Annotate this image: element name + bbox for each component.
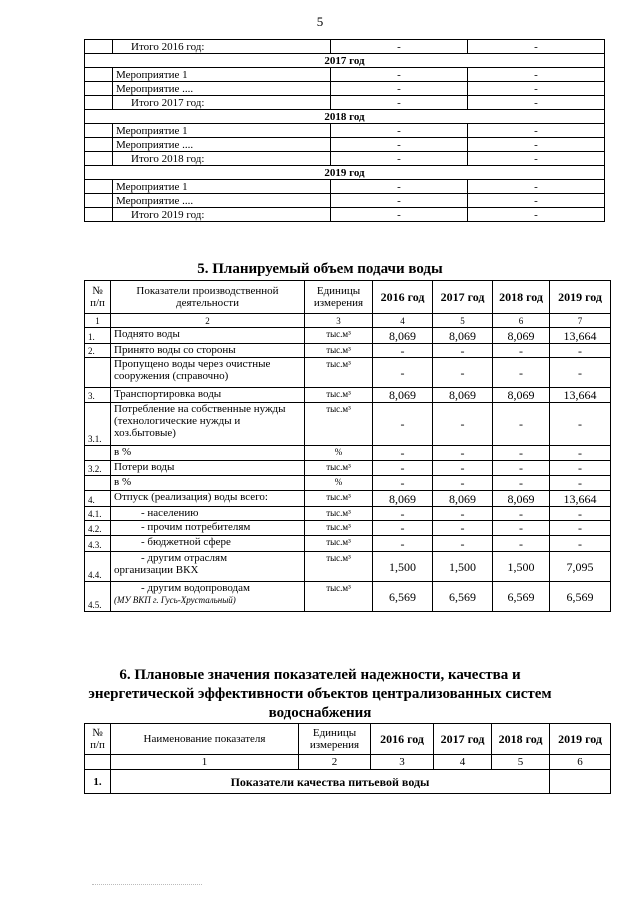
column-number: 4 bbox=[434, 755, 492, 770]
table-row bbox=[85, 96, 605, 110]
value-cell: - bbox=[550, 461, 611, 476]
table-row bbox=[85, 124, 605, 138]
value-cell: - bbox=[331, 152, 468, 166]
column-number: 4 bbox=[373, 314, 433, 328]
value-cell: - bbox=[493, 476, 550, 491]
label-text: Принято воды со стороны bbox=[114, 344, 236, 356]
table-row bbox=[85, 138, 605, 152]
column-number: 3 bbox=[305, 314, 373, 328]
table-row bbox=[85, 536, 611, 552]
column-header: 2017 год bbox=[433, 281, 493, 314]
value-cell: - bbox=[493, 521, 550, 536]
value-cell: 1,500 bbox=[373, 552, 433, 582]
table-row bbox=[85, 507, 611, 521]
column-number-row bbox=[85, 755, 611, 770]
label-text: Отпуск (реализация) воды всего: bbox=[114, 491, 268, 503]
section6-title-line: 6. Плановые значения показателей надежности, качества и bbox=[119, 667, 521, 683]
column-header: 2019 год bbox=[550, 281, 611, 314]
column-header: № п/п bbox=[85, 281, 111, 314]
value-cell: - bbox=[373, 521, 433, 536]
table-row bbox=[85, 358, 611, 388]
label-text: - другим водопроводам bbox=[141, 582, 251, 594]
value-cell: 7,095 bbox=[550, 552, 611, 582]
label-text: Потери воды bbox=[114, 461, 175, 473]
num-cell bbox=[85, 138, 113, 152]
label-text: Потребление на собственные нужды (технологические нужды и хоз.бытовые) bbox=[114, 403, 286, 439]
value-cell: 8,069 bbox=[493, 328, 550, 344]
num-cell bbox=[85, 208, 113, 222]
value-cell: 6,569 bbox=[550, 582, 611, 612]
value-cell: - bbox=[493, 344, 550, 358]
row-number bbox=[85, 358, 111, 388]
value-cell: 13,664 bbox=[550, 491, 611, 507]
indicator-label bbox=[111, 521, 305, 536]
footer-mark bbox=[92, 884, 202, 885]
value-cell: - bbox=[468, 68, 605, 82]
column-header: 2016 год bbox=[371, 724, 434, 755]
value-cell: - bbox=[433, 358, 493, 388]
value-cell: - bbox=[331, 194, 468, 208]
value-cell: - bbox=[331, 68, 468, 82]
table-row bbox=[85, 388, 611, 403]
measure-label: Мероприятие .... bbox=[113, 194, 331, 208]
value-cell: 8,069 bbox=[373, 388, 433, 403]
value-cell: - bbox=[468, 40, 605, 54]
row-number: 3.1. bbox=[85, 403, 111, 446]
year-label: 2019 год bbox=[85, 166, 605, 180]
table-row bbox=[85, 476, 611, 491]
value-cell: - bbox=[331, 124, 468, 138]
column-number: 7 bbox=[550, 314, 611, 328]
table-row bbox=[85, 68, 605, 82]
label-text: - другим отраслям bbox=[141, 552, 228, 564]
column-number: 5 bbox=[492, 755, 550, 770]
indicator-label bbox=[111, 403, 305, 446]
column-header: Показатели производственной деятельности bbox=[111, 281, 305, 314]
table-row bbox=[85, 208, 605, 222]
row-number: 4.2. bbox=[85, 521, 111, 536]
value-cell: 6,569 bbox=[433, 582, 493, 612]
table-row bbox=[85, 552, 611, 582]
column-header: 2018 год bbox=[492, 724, 550, 755]
label-text: в % bbox=[114, 476, 132, 488]
indicator-label bbox=[111, 582, 305, 612]
row-number: 4.3. bbox=[85, 536, 111, 552]
row-number: 1. bbox=[85, 328, 111, 344]
column-number: 6 bbox=[550, 755, 611, 770]
value-cell: - bbox=[373, 536, 433, 552]
value-cell: - bbox=[468, 124, 605, 138]
table-cell bbox=[550, 770, 611, 794]
indicator-label bbox=[111, 476, 305, 491]
value-cell: - bbox=[433, 446, 493, 461]
table-row bbox=[85, 194, 605, 208]
value-cell: - bbox=[550, 344, 611, 358]
column-number: 5 bbox=[433, 314, 493, 328]
value-cell: - bbox=[373, 344, 433, 358]
value-cell: - bbox=[550, 476, 611, 491]
value-cell: - bbox=[550, 536, 611, 552]
section5-title: 5. Планируемый объем подачи воды bbox=[197, 261, 443, 277]
unit-cell: тыс.м³ bbox=[305, 358, 373, 388]
section-row bbox=[85, 770, 611, 794]
page-number: 5 bbox=[316, 14, 324, 29]
value-cell: - bbox=[493, 403, 550, 446]
unit-cell: тыс.м³ bbox=[305, 461, 373, 476]
measure-label: Итого 2017 год: bbox=[113, 96, 331, 110]
value-cell: - bbox=[331, 208, 468, 222]
table-row bbox=[85, 446, 611, 461]
year-header-row bbox=[85, 54, 605, 68]
column-number: 1 bbox=[111, 755, 299, 770]
unit-cell: тыс.м³ bbox=[305, 507, 373, 521]
value-cell: 13,664 bbox=[550, 388, 611, 403]
row-number: 2. bbox=[85, 344, 111, 358]
unit-cell: % bbox=[305, 476, 373, 491]
measure-label: Итого 2016 год: bbox=[113, 40, 331, 54]
indicator-label bbox=[111, 461, 305, 476]
value-cell: - bbox=[468, 194, 605, 208]
num-cell bbox=[85, 96, 113, 110]
year-label: 2017 год bbox=[85, 54, 605, 68]
measure-label: Мероприятие 1 bbox=[113, 68, 331, 82]
num-cell bbox=[85, 40, 113, 54]
num-cell bbox=[85, 124, 113, 138]
value-cell: - bbox=[468, 138, 605, 152]
row-number bbox=[85, 476, 111, 491]
indicator-label bbox=[111, 507, 305, 521]
measures-table bbox=[84, 39, 605, 222]
value-cell: - bbox=[468, 152, 605, 166]
label-text-line2: организации ВКХ bbox=[114, 564, 199, 576]
label-text: Поднято воды bbox=[114, 328, 180, 340]
value-cell: 8,069 bbox=[373, 328, 433, 344]
value-cell: - bbox=[550, 446, 611, 461]
value-cell: - bbox=[373, 476, 433, 491]
table-row bbox=[85, 152, 605, 166]
value-cell: - bbox=[433, 403, 493, 446]
section6-title-line: водоснабжения bbox=[268, 705, 372, 721]
label-text: - прочим потребителям bbox=[141, 521, 251, 533]
row-number: 4. bbox=[85, 491, 111, 507]
measure-label: Мероприятие .... bbox=[113, 82, 331, 96]
value-cell: - bbox=[433, 521, 493, 536]
table-row bbox=[85, 582, 611, 612]
column-header: 2019 год bbox=[550, 724, 611, 755]
num-cell bbox=[85, 180, 113, 194]
value-cell: 6,569 bbox=[493, 582, 550, 612]
table-row bbox=[85, 403, 611, 446]
value-cell: - bbox=[331, 40, 468, 54]
column-number bbox=[85, 755, 111, 770]
value-cell: - bbox=[433, 476, 493, 491]
indicator-label bbox=[111, 358, 305, 388]
indicator-label bbox=[111, 536, 305, 552]
indicator-label bbox=[111, 328, 305, 344]
value-cell: - bbox=[433, 461, 493, 476]
label-text: - населению bbox=[141, 507, 199, 519]
value-cell: 8,069 bbox=[433, 328, 493, 344]
table-row bbox=[85, 491, 611, 507]
unit-cell: тыс.м³ bbox=[305, 521, 373, 536]
indicator-label bbox=[111, 491, 305, 507]
value-cell: - bbox=[550, 521, 611, 536]
column-number: 2 bbox=[111, 314, 305, 328]
column-number: 1 bbox=[85, 314, 111, 328]
value-cell: 8,069 bbox=[373, 491, 433, 507]
value-cell: - bbox=[373, 461, 433, 476]
row-number: 3.2. bbox=[85, 461, 111, 476]
table-row bbox=[85, 82, 605, 96]
indicator-label bbox=[111, 344, 305, 358]
row-number: 4.5. bbox=[85, 582, 111, 612]
indicator-label bbox=[111, 446, 305, 461]
num-cell bbox=[85, 194, 113, 208]
measure-label: Итого 2019 год: bbox=[113, 208, 331, 222]
row-number: 4.4. bbox=[85, 552, 111, 582]
value-cell: - bbox=[373, 358, 433, 388]
value-cell: - bbox=[493, 358, 550, 388]
measure-label: Мероприятие 1 bbox=[113, 180, 331, 194]
column-number: 2 bbox=[299, 755, 371, 770]
value-cell: 8,069 bbox=[433, 491, 493, 507]
year-header-row bbox=[85, 110, 605, 124]
value-cell: - bbox=[550, 358, 611, 388]
value-cell: - bbox=[331, 138, 468, 152]
indicator-label bbox=[111, 388, 305, 403]
header-row bbox=[85, 281, 611, 314]
value-cell: 8,069 bbox=[493, 388, 550, 403]
value-cell: 13,664 bbox=[550, 328, 611, 344]
value-cell: - bbox=[331, 180, 468, 194]
value-cell: - bbox=[373, 446, 433, 461]
table-row bbox=[85, 344, 611, 358]
column-header: 2018 год bbox=[493, 281, 550, 314]
section6-title-line: энергетической эффективности объектов централизованных систем bbox=[88, 686, 552, 702]
label-text: - бюджетной сфере bbox=[141, 536, 231, 548]
label-text: Транспортировка воды bbox=[114, 388, 222, 400]
value-cell: - bbox=[331, 82, 468, 96]
measure-label: Итого 2018 год: bbox=[113, 152, 331, 166]
header-row bbox=[85, 724, 611, 755]
unit-cell: тыс.м³ bbox=[305, 403, 373, 446]
column-number-row bbox=[85, 314, 611, 328]
measure-label: Мероприятие .... bbox=[113, 138, 331, 152]
label-text: Пропущено воды через очистные сооружения (справочно) bbox=[114, 358, 271, 382]
row-number: 1. bbox=[85, 770, 111, 794]
column-header: Единицы измерения bbox=[299, 724, 371, 755]
indicators-table bbox=[84, 723, 611, 794]
value-cell: 1,500 bbox=[493, 552, 550, 582]
value-cell: - bbox=[373, 507, 433, 521]
value-cell: - bbox=[433, 507, 493, 521]
num-cell bbox=[85, 152, 113, 166]
column-header: 2016 год bbox=[373, 281, 433, 314]
table-row bbox=[85, 521, 611, 536]
value-cell: - bbox=[493, 507, 550, 521]
table-row bbox=[85, 180, 605, 194]
value-cell: - bbox=[468, 208, 605, 222]
measure-label: Мероприятие 1 bbox=[113, 124, 331, 138]
unit-cell: тыс.м³ bbox=[305, 344, 373, 358]
num-cell bbox=[85, 82, 113, 96]
column-header: Единицы измерения bbox=[305, 281, 373, 314]
unit-cell: тыс.м³ bbox=[305, 536, 373, 552]
table-row bbox=[85, 461, 611, 476]
value-cell: - bbox=[493, 461, 550, 476]
value-cell: - bbox=[373, 403, 433, 446]
num-cell bbox=[85, 68, 113, 82]
value-cell: - bbox=[493, 536, 550, 552]
value-cell: - bbox=[468, 180, 605, 194]
unit-cell: % bbox=[305, 446, 373, 461]
column-number: 3 bbox=[371, 755, 434, 770]
unit-cell: тыс.м³ bbox=[305, 552, 373, 582]
row-number: 4.1. bbox=[85, 507, 111, 521]
table-row bbox=[85, 328, 611, 344]
year-header-row bbox=[85, 166, 605, 180]
value-cell: - bbox=[331, 96, 468, 110]
column-header: 2017 год bbox=[434, 724, 492, 755]
value-cell: - bbox=[550, 403, 611, 446]
row-number: 3. bbox=[85, 388, 111, 403]
unit-cell: тыс.м³ bbox=[305, 328, 373, 344]
indicator-label bbox=[111, 552, 305, 582]
value-cell: 6,569 bbox=[373, 582, 433, 612]
section-label: Показатели качества питьевой воды bbox=[111, 770, 550, 794]
unit-cell: тыс.м³ bbox=[305, 582, 373, 612]
table-row bbox=[85, 40, 605, 54]
value-cell: - bbox=[468, 82, 605, 96]
column-header: Наименование показателя bbox=[111, 724, 299, 755]
value-cell: - bbox=[468, 96, 605, 110]
column-number: 6 bbox=[493, 314, 550, 328]
value-cell: - bbox=[433, 344, 493, 358]
value-cell: 1,500 bbox=[433, 552, 493, 582]
label-text: в % bbox=[114, 446, 132, 458]
column-header: № п/п bbox=[85, 724, 111, 755]
row-number bbox=[85, 446, 111, 461]
value-cell: 8,069 bbox=[433, 388, 493, 403]
value-cell: - bbox=[493, 446, 550, 461]
label-text-line2: (МУ ВКП г. Гусь-Хрустальный) bbox=[114, 595, 236, 605]
unit-cell: тыс.м³ bbox=[305, 491, 373, 507]
unit-cell: тыс.м³ bbox=[305, 388, 373, 403]
water-supply-table bbox=[84, 280, 611, 612]
year-label: 2018 год bbox=[85, 110, 605, 124]
value-cell: 8,069 bbox=[493, 491, 550, 507]
value-cell: - bbox=[550, 507, 611, 521]
value-cell: - bbox=[433, 536, 493, 552]
